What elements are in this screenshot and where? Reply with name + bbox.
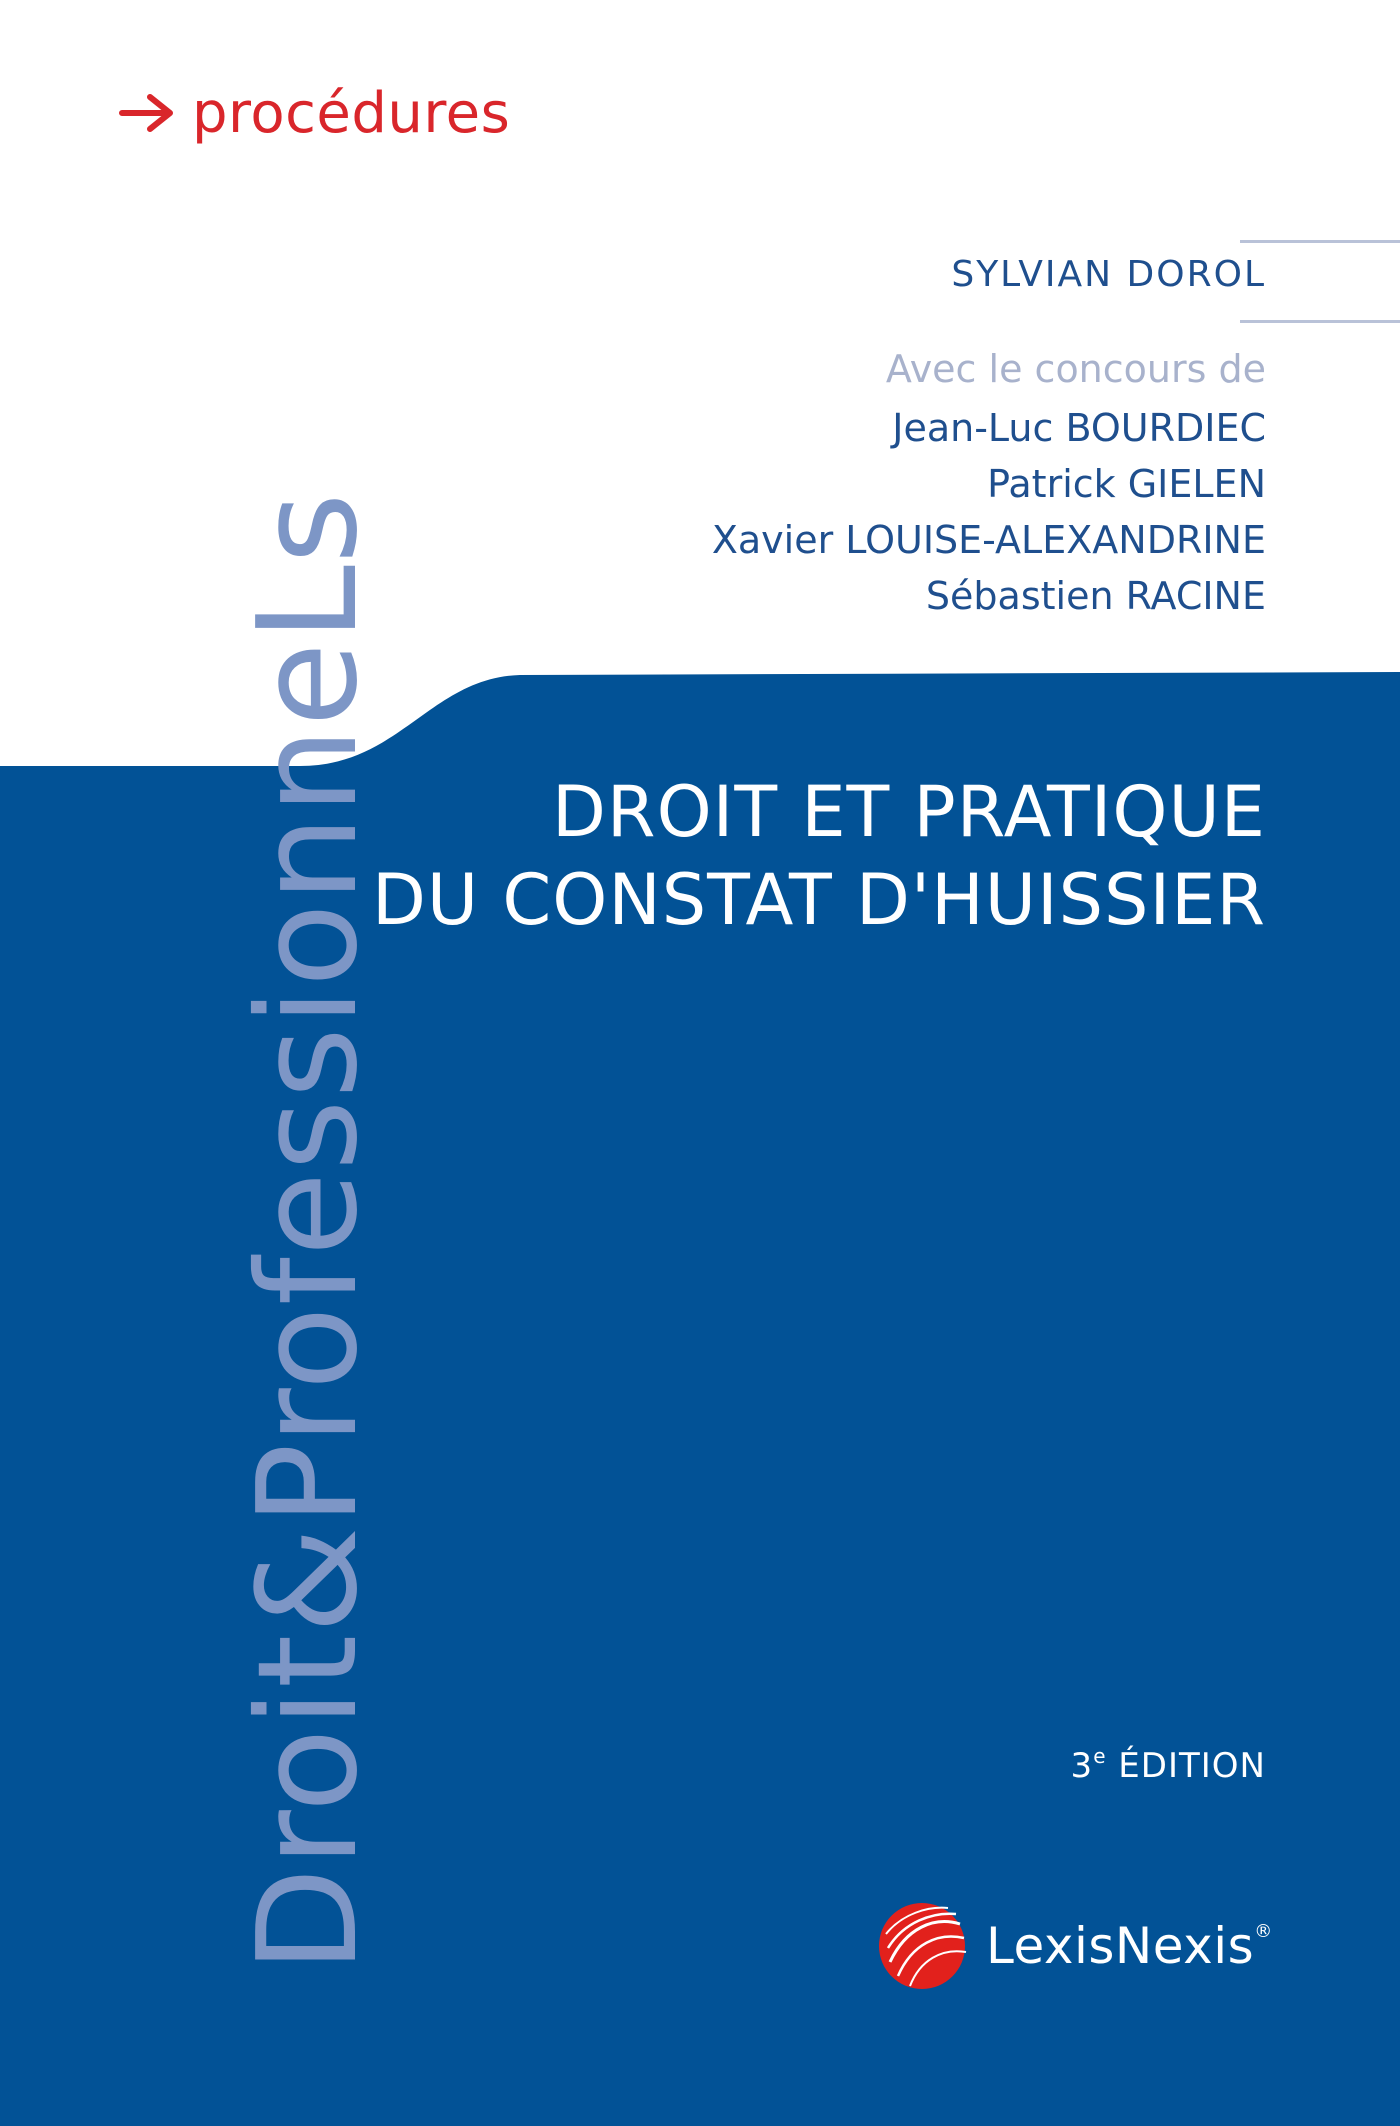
publisher-logo <box>876 1900 1273 1992</box>
publisher-name: LexisNexis® <box>986 1917 1273 1975</box>
edition-suffix: e <box>1093 1744 1107 1768</box>
series-title: Droit&ProfessionneLs <box>229 491 388 1973</box>
contributor: Patrick GIELEN <box>987 462 1266 506</box>
author-name: SYLVIAN DOROL <box>951 254 1266 295</box>
divider-top <box>1240 240 1400 243</box>
contributor: Sébastien RACINE <box>925 574 1266 618</box>
edition-number: 3 <box>1070 1746 1094 1786</box>
divider-bottom <box>1240 320 1400 323</box>
book-title <box>372 768 1266 944</box>
contributors-intro: Avec le concours de <box>885 347 1266 391</box>
edition-text: ÉDITION <box>1106 1746 1266 1786</box>
title-line: DROIT ET PRATIQUE <box>552 771 1266 853</box>
title-line: DU CONSTAT D'HUISSIER <box>372 859 1266 941</box>
contributors-list <box>712 400 1266 624</box>
collection-name: procédures <box>192 80 511 146</box>
collection-label <box>118 78 510 148</box>
lexisnexis-globe-logo <box>876 1900 968 1992</box>
arrow-right-icon <box>118 91 178 135</box>
contributor: Jean-Luc BOURDIEC <box>892 406 1266 450</box>
contributor: Xavier LOUISE-ALEXANDRINE <box>711 518 1266 562</box>
edition-label <box>1071 1744 1266 1786</box>
registered-mark: ® <box>1254 1921 1273 1942</box>
